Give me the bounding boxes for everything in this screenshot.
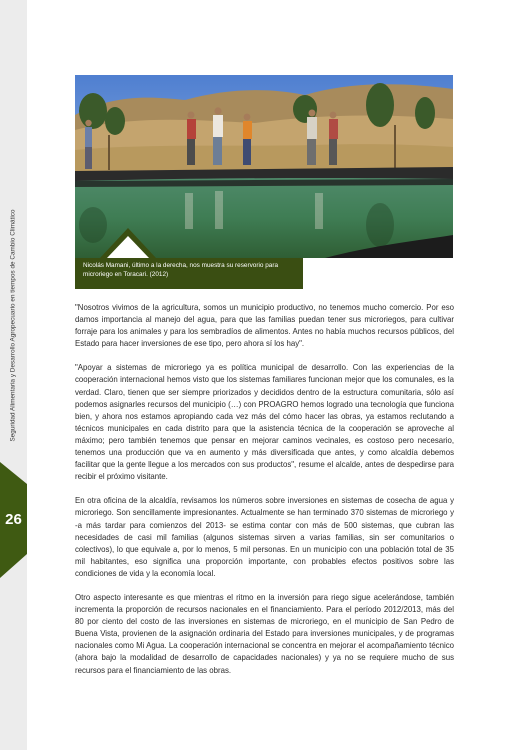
paragraph-4: Otro aspecto interesante es que mientras el ritmo en la inversión para riego sigue acelerándose, también incrementa la proporción de recursos nacionales en el financiamiento. Para el período 2012/2013, más del 80 por ciento del costo de las inversiones en sistemas de microriego, en el municipio de San Pedro de Buena Vista, provienen de la asignación ordinaria del Estado para inversiones municipales, y de programas nacionales como Mi Agua. La cooperación internacional se concentra en mejorar el acompañamiento técnico (ahora bajo la modalidad de desarrollo de capacidades nacionales) y ya no se requiere mucho de sus recursos para el financiamiento de las obras. [75, 592, 454, 675]
caption-notch-inner [107, 236, 149, 258]
paragraph-3: En otra oficina de la alcaldía, revisamos los números sobre inversiones en sistemas de cosecha de agua y microriego. Son sencillamente impresionantes. Actualmente se han terminado 370 sistemas de microriego y -a más tardar para comienzos del 2013- se estima contar con más de 500 sistemas, que cubran las necesidades de casi mil familias (algunos sistemas sirven a varias familias, sin ser comunitarios o colectivos), lo que equivale a, por lo menos, 5 mil personas. En un municipio con una población total de 35 mil habitantes, eso significa una proporción importante, con probables efectos positivos sobre las condiciones de vida y la economía local. [75, 496, 454, 578]
page-number: 26 [5, 511, 22, 528]
spine-title [2, 200, 24, 450]
photo-caption: Nicolás Mamani, último a la derecha, nos muestra su reservorio para microriego en Toracari. (2012) [83, 262, 278, 278]
paragraph-1: "Nosotros vivimos de la agricultura, somos un municipio productivo, no tenemos mucho comercio. Por eso damos importancia al manejo del agua, para que las familias puedan tener sus microriegos, para cultivar forraje para los animales y para los sembradíos de alimentos. Antes no había muchos recursos públicos, del Estado para hacer inversiones de ese tipo, pero ahora sí los hay". [75, 303, 454, 349]
paragraph-2: "Apoyar a sistemas de microriego ya es política municipal de desarrollo. Con las experiencias de la cooperación internacional hemos visto que los sistemas familiares funcionan mejor que los comunales, es la verdad. Claro, tienen que ser siempre priorizados y decididos dentro de la estructura comunitaria, sólo así podemos asignarles recursos del municipio (…) con PROAGRO hemos logrado una tecnología que funciona bien, y ahora nos estamos apropiando cada vez más del cómo hacer las obras, ya estamos reclutando a técnicos municipales en cada distrito para que la asistencia técnica de la cooperación se aproveche al máximo; pero también tenemos que pensar en mejorar caminos vecinales, es costoso pero necesario, tenemos una producción que va en aumento y más diversificada que antes, y como alcaldía debemos facilitar que la gente llegue a los mercados con sus productos", resume el alcalde, antes de despedirse para recibir el próximo visitante. [75, 363, 454, 482]
body-text [75, 302, 454, 677]
spine-title-text: Seguridad Alimentaria y Desarrollo Agropecuario en tiempos de Cambio Climático [9, 208, 17, 442]
